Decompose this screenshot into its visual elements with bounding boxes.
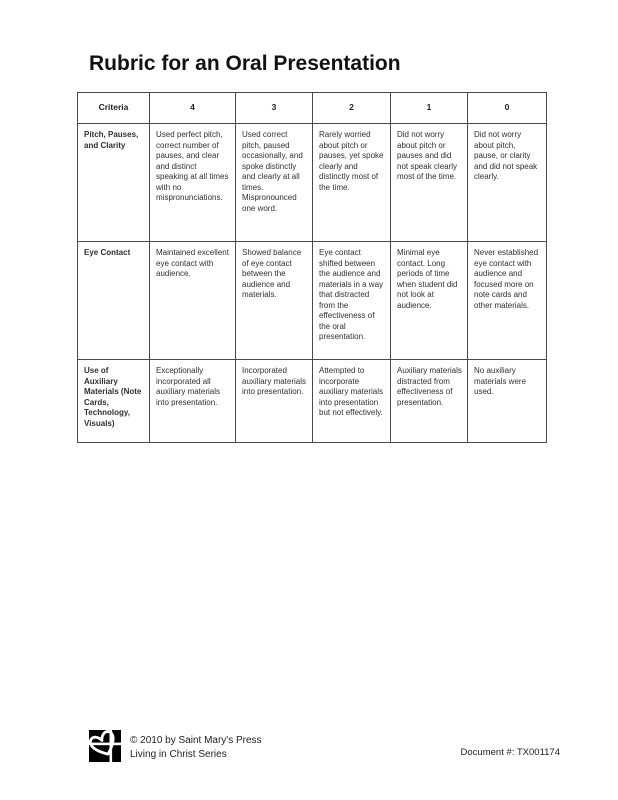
header-score-1: 1 [391, 93, 468, 124]
header-criteria: Criteria [78, 93, 150, 124]
rubric-cell: Eye contact shifted between the audience and materials in a way that distracted from the effectiveness of the oral presentation. [313, 242, 391, 360]
rubric-cell: Minimal eye contact. Long periods of time when student did not look at audience. [391, 242, 468, 360]
rubric-cell: Maintained excellent eye contact with audience. [150, 242, 236, 360]
rubric-cell: Auxiliary materials distracted from effectiveness of presentation. [391, 360, 468, 443]
header-score-4: 4 [150, 93, 236, 124]
criteria-label: Eye Contact [78, 242, 150, 360]
table-row-eye-contact [78, 242, 547, 360]
document-number: Document #: TX001174 [460, 747, 560, 758]
table-row-pitch-pauses-clarity [78, 124, 547, 242]
rubric-cell: Rarely worried about pitch or pauses, yet spoke clearly and distinctly most of the time. [313, 124, 391, 242]
header-row [78, 93, 547, 124]
rubric-cell: Exceptionally incorporated all auxiliary materials into presentation. [150, 360, 236, 443]
rubric-cell: Showed balance of eye contact between the audience and materials. [236, 242, 313, 360]
criteria-label: Pitch, Pauses, and Clarity [78, 124, 150, 242]
footer-publisher-block [130, 733, 262, 762]
rubric-cell: Did not worry about pitch or pauses and did not speak clearly most of the time. [391, 124, 468, 242]
rubric-cell: No auxiliary materials were used. [468, 360, 547, 443]
rubric-cell: Did not worry about pitch, pause, or clarity and did not speak clearly. [468, 124, 547, 242]
header-score-3: 3 [236, 93, 313, 124]
rubric-cell: Incorporated auxiliary materials into presentation. [236, 360, 313, 443]
page-title: Rubric for an Oral Presentation [89, 52, 401, 75]
rubric-cell: Used perfect pitch, correct number of pauses, and clear and distinct speaking at all times with no mispronunciations. [150, 124, 236, 242]
rubric-cell: Never established eye contact with audience and focused more on note cards and other materials. [468, 242, 547, 360]
header-score-2: 2 [313, 93, 391, 124]
rubric-cell: Used correct pitch, paused occasionally, and spoke distinctly and clearly at all times. Mispronounced one word. [236, 124, 313, 242]
criteria-label: Use of Auxiliary Materials (Note Cards, Technology, Visuals) [78, 360, 150, 443]
series-text: Living in Christ Series [130, 749, 227, 760]
header-score-0: 0 [468, 93, 547, 124]
rubric-cell: Attempted to incorporate auxiliary materials into presentation but not effectively. [313, 360, 391, 443]
saint-marys-press-logo-icon [87, 728, 123, 766]
table-row-auxiliary-materials [78, 360, 547, 443]
copyright-text: © 2010 by Saint Mary's Press [130, 735, 262, 746]
rubric-table [77, 92, 547, 443]
